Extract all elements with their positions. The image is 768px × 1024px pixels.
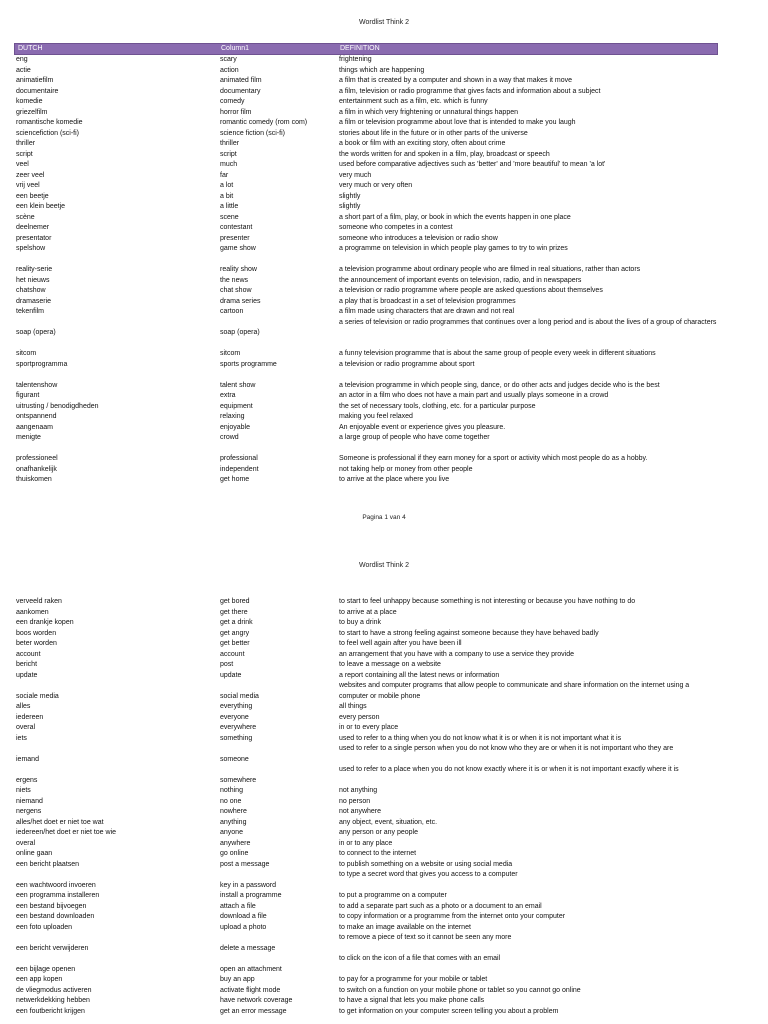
dutch-cell: een drankje kopen bbox=[16, 619, 74, 626]
english-cell: equipment bbox=[220, 402, 253, 410]
dutch-cell: uitrusting / benodigdheden bbox=[16, 402, 99, 410]
definition-cell: to click on the icon of a file that comes with an email bbox=[339, 955, 501, 962]
table-row bbox=[16, 412, 718, 423]
english-cell: sitcom bbox=[220, 350, 241, 357]
english-cell: documentary bbox=[220, 87, 261, 95]
dutch-cell: dramaserie bbox=[16, 297, 52, 305]
definition-cell: a film or television programme about love that is intended to make you laugh bbox=[339, 119, 576, 126]
dutch-cell: een beetje bbox=[16, 192, 49, 200]
dutch-cell: sportprogramma bbox=[16, 360, 68, 368]
dutch-cell: sitcom bbox=[16, 350, 37, 357]
english-cell: get there bbox=[220, 608, 248, 616]
english-cell: activate flight mode bbox=[220, 986, 281, 994]
dutch-cell: actie bbox=[16, 66, 31, 74]
table-row bbox=[16, 828, 718, 839]
english-cell: presenter bbox=[220, 234, 250, 242]
english-cell: get bored bbox=[220, 598, 250, 605]
dutch-cell: account bbox=[16, 650, 41, 658]
definition-cell: to pay for a programme for your mobile or tablet bbox=[339, 976, 488, 983]
dutch-cell: het nieuws bbox=[16, 276, 50, 284]
english-cell: anywhere bbox=[220, 839, 251, 847]
definition-cell: An enjoyable event or experience gives you pleasure. bbox=[339, 423, 506, 431]
english-cell: contestant bbox=[220, 224, 253, 231]
dutch-cell: chatshow bbox=[16, 287, 46, 294]
definition-cell: Someone is professional if they earn money for a sport or activity which most people do as a hobby. bbox=[339, 455, 648, 462]
dutch-cell: scène bbox=[16, 213, 35, 221]
dutch-cell: eng bbox=[16, 56, 28, 63]
table-row bbox=[16, 597, 718, 608]
definition-cell: entertainment such as a film, etc. which is funny bbox=[339, 98, 488, 105]
dutch-cell: een bestand downloaden bbox=[16, 913, 95, 920]
definition-cell: in or to every place bbox=[339, 724, 399, 731]
table-row bbox=[16, 465, 718, 476]
table-row bbox=[16, 402, 718, 413]
definition-cell: to switch on a function on your mobile phone or tablet so you cannot go online bbox=[339, 986, 581, 994]
table-row bbox=[16, 786, 718, 797]
definition-cell: very much bbox=[339, 171, 372, 179]
english-cell: go online bbox=[220, 850, 249, 857]
dutch-cell: bericht bbox=[16, 661, 38, 668]
table-row bbox=[16, 1007, 718, 1018]
english-cell: soap (opera) bbox=[220, 329, 260, 336]
definition-cell: used to refer to a single person when you do not know who they are or when it is not important who they are bbox=[339, 745, 674, 752]
definition-cell: a film, television or radio programme that gives facts and information about a subject bbox=[339, 87, 601, 95]
dutch-cell: onafhankelijk bbox=[16, 465, 57, 473]
english-cell: scary bbox=[220, 56, 237, 63]
dutch-cell: griezelfilm bbox=[16, 108, 48, 116]
english-cell: talent show bbox=[220, 381, 256, 389]
table-row bbox=[16, 213, 718, 224]
dutch-cell: tekenfilm bbox=[16, 308, 45, 315]
english-cell: chat show bbox=[220, 287, 252, 294]
table-row bbox=[16, 608, 718, 619]
english-cell: comedy bbox=[220, 98, 245, 105]
dutch-cell: zeer veel bbox=[16, 171, 45, 179]
dutch-cell: ergens bbox=[16, 776, 38, 784]
dutch-cell: menigte bbox=[16, 434, 41, 441]
table-row bbox=[16, 360, 718, 371]
dutch-cell: deelnemer bbox=[16, 224, 50, 231]
definition-cell: a large group of people who have come together bbox=[339, 434, 490, 441]
english-cell: post bbox=[220, 661, 234, 668]
table-row bbox=[16, 87, 718, 98]
table-row bbox=[16, 849, 718, 860]
english-cell: attach a file bbox=[220, 902, 256, 910]
english-cell: no one bbox=[220, 797, 242, 805]
table-row bbox=[16, 902, 718, 913]
table-row bbox=[16, 181, 718, 192]
table-row bbox=[16, 129, 718, 140]
dutch-cell: professioneel bbox=[16, 455, 58, 462]
english-cell: horror film bbox=[220, 108, 252, 116]
table-row bbox=[16, 297, 718, 308]
english-cell: a little bbox=[220, 203, 239, 210]
definition-cell: slightly bbox=[339, 203, 361, 210]
dutch-cell: boos worden bbox=[16, 629, 57, 637]
english-cell: have network coverage bbox=[220, 997, 293, 1004]
english-cell: download a file bbox=[220, 913, 267, 920]
english-cell: enjoyable bbox=[220, 423, 250, 431]
table-row bbox=[16, 76, 718, 87]
english-cell: crowd bbox=[220, 434, 239, 441]
definition-cell: to leave a message on a website bbox=[339, 661, 441, 668]
definition-cell: all things bbox=[339, 703, 367, 710]
english-cell: get angry bbox=[220, 629, 250, 637]
page1-title: Wordlist Think 2 bbox=[359, 19, 409, 26]
dutch-cell: niets bbox=[16, 787, 31, 794]
page2-rows bbox=[16, 597, 718, 1017]
english-cell: update bbox=[220, 671, 242, 679]
definition-cell: stories about life in the future or in other parts of the universe bbox=[339, 129, 528, 137]
english-cell: get home bbox=[220, 476, 250, 483]
definition-cell: used to refer to a place when you do not know exactly where it is or when it is not important exactly where it is bbox=[339, 766, 679, 773]
dutch-cell: aankomen bbox=[16, 608, 49, 616]
english-cell: anything bbox=[220, 818, 247, 826]
english-cell: account bbox=[220, 650, 245, 658]
definition-cell: slightly bbox=[339, 192, 361, 200]
page1-rows bbox=[16, 55, 718, 486]
english-cell: buy an app bbox=[220, 976, 255, 983]
dutch-cell: sciencefiction (sci-fi) bbox=[16, 129, 80, 137]
english-cell: everywhere bbox=[220, 724, 257, 731]
english-cell: extra bbox=[220, 392, 236, 399]
english-cell: thriller bbox=[220, 140, 240, 147]
dutch-cell: sociale media bbox=[16, 692, 59, 700]
definition-cell: to buy a drink bbox=[339, 619, 382, 626]
table-row bbox=[16, 713, 718, 724]
definition-cell: someone who introduces a television or radio show bbox=[339, 234, 498, 242]
english-cell: sports programme bbox=[220, 360, 277, 368]
table-row bbox=[16, 475, 718, 486]
english-cell: social media bbox=[220, 692, 259, 700]
definition-cell: to have a signal that lets you make phone calls bbox=[339, 997, 485, 1004]
dutch-cell: een foto uploaden bbox=[16, 923, 73, 931]
table-row bbox=[16, 276, 718, 287]
dutch-cell: overal bbox=[16, 724, 36, 731]
definition-cell: an actor in a film who does not have a main part and usually plays someone in a crowd bbox=[339, 392, 609, 399]
table-row bbox=[16, 975, 718, 986]
dutch-cell: ontspannend bbox=[16, 413, 57, 420]
table-row bbox=[16, 307, 718, 318]
dutch-cell: een bijlage openen bbox=[16, 965, 76, 973]
table-row bbox=[16, 702, 718, 713]
row-spacer bbox=[16, 444, 718, 455]
dutch-cell: de vliegmodus activeren bbox=[16, 986, 92, 994]
definition-cell: things which are happening bbox=[339, 66, 425, 74]
dutch-cell: reality-serie bbox=[16, 266, 53, 273]
english-cell: far bbox=[220, 171, 229, 179]
table-row bbox=[16, 734, 718, 745]
definition-cell: the set of necessary tools, clothing, etc. for a particular purpose bbox=[339, 402, 536, 410]
dutch-cell: presentator bbox=[16, 234, 52, 242]
definition-cell: any object, event, situation, etc. bbox=[339, 818, 438, 826]
definition-cell: every person bbox=[339, 713, 380, 721]
table-row bbox=[16, 765, 718, 786]
definition-cell: someone who competes in a contest bbox=[339, 224, 453, 231]
dutch-cell: iedereen/het doet er niet toe wie bbox=[16, 829, 117, 836]
table-row bbox=[16, 234, 718, 245]
definition-cell: to remove a piece of text so it cannot be seen any more bbox=[339, 934, 512, 941]
table-row bbox=[16, 286, 718, 297]
table-row bbox=[16, 318, 718, 339]
dutch-cell: een bericht verwijderen bbox=[16, 944, 89, 952]
definition-cell: to put a programme on a computer bbox=[339, 892, 447, 899]
english-cell: anyone bbox=[220, 829, 243, 836]
definition-cell: a television or radio programme where people are asked questions about themselves bbox=[339, 287, 603, 294]
definition-cell: a play that is broadcast in a set of television programmes bbox=[339, 297, 516, 305]
definition-cell: no person bbox=[339, 797, 371, 805]
definition-cell: to add a separate part such as a photo or a document to an email bbox=[339, 902, 542, 910]
dutch-cell: script bbox=[16, 150, 33, 158]
english-cell: cartoon bbox=[220, 308, 244, 315]
definition-cell: a television programme in which people sing, dance, or do other acts and judges decide who is the best bbox=[339, 381, 660, 389]
page1-footer: Pagina 1 van 4 bbox=[362, 514, 406, 521]
definition-cell: to start to have a strong feeling against someone because they have behaved badly bbox=[339, 629, 599, 637]
english-cell: action bbox=[220, 66, 239, 74]
english-cell: everyone bbox=[220, 713, 249, 721]
dutch-cell: een wachtwoord invoeren bbox=[16, 881, 96, 889]
english-cell: post a message bbox=[220, 860, 270, 868]
dutch-cell: documentaire bbox=[16, 87, 59, 95]
dutch-cell: update bbox=[16, 671, 38, 679]
english-cell: script bbox=[220, 150, 237, 158]
english-cell: someone bbox=[220, 755, 249, 763]
dutch-cell: een foutbericht krijgen bbox=[16, 1007, 85, 1015]
definition-cell: to publish something on a website or using social media bbox=[339, 860, 513, 868]
dutch-cell: aangenaam bbox=[16, 423, 53, 431]
table-row bbox=[16, 66, 718, 77]
dutch-cell: alles bbox=[16, 703, 31, 710]
table-row bbox=[16, 160, 718, 171]
dutch-cell: romantische komedie bbox=[16, 119, 83, 126]
page2-title: Wordlist Think 2 bbox=[359, 562, 409, 569]
table-row bbox=[16, 629, 718, 640]
table-row bbox=[16, 381, 718, 392]
table-row bbox=[16, 723, 718, 734]
table-row bbox=[16, 265, 718, 276]
table-row bbox=[16, 391, 718, 402]
dutch-cell: spelshow bbox=[16, 245, 46, 252]
definition-cell: a short part of a film, play, or book in which the events happen in one place bbox=[339, 213, 571, 221]
dutch-cell: online gaan bbox=[16, 850, 53, 857]
dutch-cell: overal bbox=[16, 839, 36, 847]
definition-cell: an arrangement that you have with a company to use a service they provide bbox=[339, 650, 575, 658]
english-cell: animated film bbox=[220, 77, 262, 84]
dutch-cell: talentenshow bbox=[16, 381, 58, 389]
definition-cell: used to refer to a thing when you do not know what it is or when it is not important what it is bbox=[339, 734, 622, 742]
definition-cell: websites and computer programs that allow people to communicate and share information on the internet using a computer or mobile phone bbox=[339, 682, 690, 700]
table-row bbox=[16, 860, 718, 871]
table-row bbox=[16, 423, 718, 434]
dutch-cell: iemand bbox=[16, 755, 39, 763]
english-cell: drama series bbox=[220, 297, 261, 305]
dutch-cell: thuiskomen bbox=[16, 476, 52, 483]
definition-cell: to make an image available on the internet bbox=[339, 923, 471, 931]
definition-cell: a report containing all the latest news or information bbox=[339, 671, 500, 679]
row-spacer bbox=[16, 339, 718, 350]
definition-cell: a television programme about ordinary people who are filmed in real situations, rather than actors bbox=[339, 266, 641, 273]
table-row bbox=[16, 660, 718, 671]
table-row bbox=[16, 891, 718, 902]
definition-cell: a film made using characters that are drawn and not real bbox=[339, 308, 515, 315]
english-cell: key in a password bbox=[220, 881, 277, 889]
table-row bbox=[16, 681, 718, 702]
english-cell: open an attachment bbox=[220, 965, 282, 973]
dutch-cell: vrij veel bbox=[16, 182, 40, 189]
table-row bbox=[16, 433, 718, 444]
dutch-cell: nergens bbox=[16, 808, 42, 815]
definition-cell: any person or any people bbox=[339, 829, 418, 836]
english-cell: science fiction (sci-fi) bbox=[220, 129, 285, 137]
dutch-cell: een klein beetje bbox=[16, 203, 66, 210]
definition-cell: a book or film with an exciting story, often about crime bbox=[339, 140, 506, 147]
table-row bbox=[16, 839, 718, 850]
table-row bbox=[16, 171, 718, 182]
english-cell: delete a message bbox=[220, 944, 276, 952]
english-cell: nothing bbox=[220, 787, 243, 794]
table-row bbox=[16, 996, 718, 1007]
definition-cell: a film in which very frightening or unnatural things happen bbox=[339, 108, 518, 116]
definition-cell: not taking help or money from other people bbox=[339, 465, 473, 473]
definition-cell: used before comparative adjectives such as 'better' and 'more beautiful' to mean 'a lot' bbox=[339, 161, 606, 168]
row-spacer bbox=[16, 255, 718, 266]
table-row bbox=[16, 870, 718, 891]
english-cell: reality show bbox=[220, 266, 257, 273]
english-cell: get better bbox=[220, 640, 250, 647]
dutch-cell: komedie bbox=[16, 98, 43, 105]
dutch-cell: netwerkdekking hebben bbox=[16, 997, 90, 1004]
english-cell: install a programme bbox=[220, 892, 282, 899]
definition-cell: not anything bbox=[339, 787, 378, 794]
definition-cell: a film that is created by a computer and shown in a way that makes it move bbox=[339, 77, 573, 84]
english-cell: somewhere bbox=[220, 776, 257, 784]
table-row bbox=[16, 202, 718, 213]
header-dutch: DUTCH bbox=[18, 45, 43, 52]
definition-cell: the words written for and spoken in a film, play, broadcast or speech bbox=[339, 150, 550, 158]
definition-cell: not anywhere bbox=[339, 808, 382, 815]
dutch-cell: beter worden bbox=[16, 640, 57, 647]
table-row bbox=[16, 349, 718, 360]
english-cell: independent bbox=[220, 465, 259, 473]
definition-cell: to arrive at the place where you live bbox=[339, 476, 450, 483]
definition-cell: a series of television or radio programmes that continues over a long period and is about the lives of a group of characters bbox=[339, 318, 717, 326]
table-row bbox=[16, 933, 718, 954]
english-cell: a lot bbox=[220, 182, 234, 189]
english-cell: the news bbox=[220, 276, 249, 284]
row-spacer bbox=[16, 370, 718, 381]
table-row bbox=[16, 797, 718, 808]
dutch-cell: animatiefilm bbox=[16, 77, 54, 84]
header-column1: Column1 bbox=[221, 45, 250, 52]
table-row bbox=[16, 108, 718, 119]
table-row bbox=[16, 818, 718, 829]
dutch-cell: alles/het doet er niet toe wat bbox=[16, 818, 104, 826]
english-cell: professional bbox=[220, 455, 258, 462]
dutch-cell: veel bbox=[16, 161, 29, 168]
definition-cell: to arrive at a place bbox=[339, 608, 397, 616]
definition-cell: to copy information or a programme from the internet onto your computer bbox=[339, 913, 566, 920]
english-cell: upload a photo bbox=[220, 923, 267, 931]
english-cell: game show bbox=[220, 245, 256, 252]
dutch-cell: een programma installeren bbox=[16, 892, 100, 899]
dutch-cell: een bericht plaatsen bbox=[16, 860, 80, 868]
table-row bbox=[16, 671, 718, 682]
english-cell: get an error message bbox=[220, 1007, 287, 1015]
english-cell: romantic comedy (rom com) bbox=[220, 119, 308, 126]
table-row bbox=[16, 954, 718, 975]
english-cell: everything bbox=[220, 703, 253, 710]
table-header bbox=[14, 43, 718, 55]
table-row bbox=[16, 192, 718, 203]
definition-cell: very much or very often bbox=[339, 182, 413, 189]
table-row bbox=[16, 97, 718, 108]
table-row bbox=[16, 912, 718, 923]
table-row bbox=[16, 650, 718, 661]
table-row bbox=[16, 618, 718, 629]
english-cell: scene bbox=[220, 213, 239, 221]
table-row bbox=[16, 807, 718, 818]
table-row bbox=[16, 639, 718, 650]
table-row bbox=[16, 744, 718, 765]
dutch-cell: thriller bbox=[16, 140, 36, 147]
table-row bbox=[16, 55, 718, 66]
table-row bbox=[16, 454, 718, 465]
definition-cell: to get information on your computer screen telling you about a problem bbox=[339, 1007, 559, 1015]
definition-cell: the announcement of important events on television, radio, and in newspapers bbox=[339, 276, 582, 284]
dutch-cell: niemand bbox=[16, 797, 43, 805]
definition-cell: to connect to the internet bbox=[339, 850, 417, 857]
definition-cell: a funny television programme that is about the same group of people every week in different situations bbox=[339, 350, 656, 357]
definition-cell: to feel well again after you have been ill bbox=[339, 640, 462, 647]
english-cell: much bbox=[220, 161, 238, 168]
dutch-cell: een bestand bijvoegen bbox=[16, 902, 87, 910]
definition-cell: a television or radio programme about sport bbox=[339, 360, 475, 368]
dutch-cell: verveeld raken bbox=[16, 598, 62, 605]
english-cell: get a drink bbox=[220, 619, 253, 626]
english-cell: nowhere bbox=[220, 808, 247, 815]
table-row bbox=[16, 923, 718, 934]
definition-cell: making you feel relaxed bbox=[339, 413, 413, 420]
definition-cell: to type a secret word that gives you access to a computer bbox=[339, 871, 518, 878]
definition-cell: in or to any place bbox=[339, 839, 393, 847]
table-row bbox=[16, 118, 718, 129]
table-row bbox=[16, 986, 718, 997]
header-definition: DEFINITION bbox=[340, 45, 380, 52]
dutch-cell: soap (opera) bbox=[16, 329, 56, 336]
table-row bbox=[16, 139, 718, 150]
table-row bbox=[16, 223, 718, 234]
english-cell: relaxing bbox=[220, 413, 245, 420]
table-row bbox=[16, 150, 718, 161]
definition-cell: a programme on television in which people play games to try to win prizes bbox=[339, 245, 568, 252]
definition-cell: frightening bbox=[339, 56, 372, 63]
definition-cell: to start to feel unhappy because something is not interesting or because you have nothing to do bbox=[339, 598, 636, 605]
dutch-cell: iets bbox=[16, 734, 27, 742]
dutch-cell: figurant bbox=[16, 392, 40, 399]
table-row bbox=[16, 244, 718, 255]
dutch-cell: een app kopen bbox=[16, 976, 63, 983]
dutch-cell: iedereen bbox=[16, 713, 44, 721]
english-cell: something bbox=[220, 734, 253, 742]
english-cell: a bit bbox=[220, 192, 234, 200]
